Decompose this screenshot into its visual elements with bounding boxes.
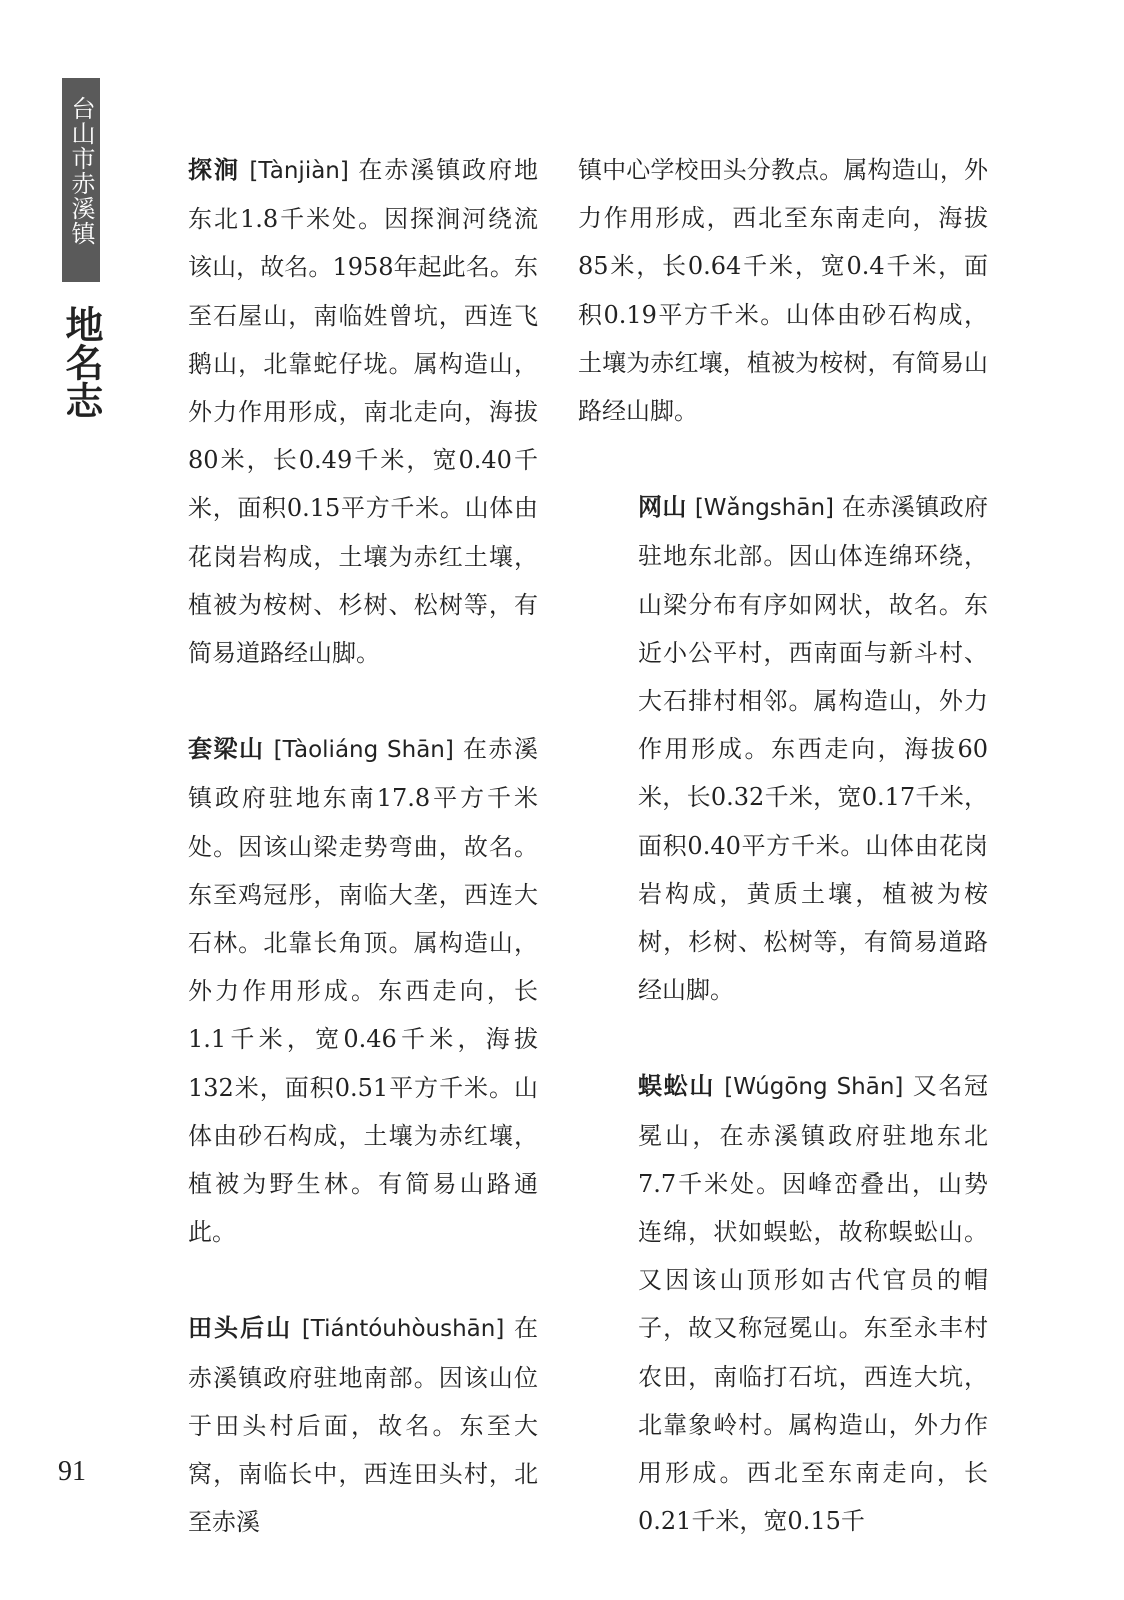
entry-name: 蜈蚣山 bbox=[638, 1071, 715, 1101]
entry-name: 田头后山 bbox=[188, 1313, 293, 1343]
entry-text: 又名冠冕山，在赤溪镇政府驻地东北7.7千米处。因峰峦叠出，山势连绵，状如蜈蚣，故称蜈蚣山。又因该山顶形如古代官员的帽子，故又称冠冕山。东至永丰村农田，南临打石坑，西连大坑，北靠象岭村。属构造山，外力作用形成。西北至东南走向，长0.21千米，宽0.15千 bbox=[638, 1072, 989, 1536]
entry-pinyin: [Wǎngshān] bbox=[694, 495, 835, 522]
entry-pinyin: [Tiántóuhòushān] bbox=[301, 1316, 505, 1343]
page-number: 91 bbox=[58, 1456, 86, 1487]
entry-text: 镇中心学校田头分教点。属构造山，外力作用形成，西北至东南走向，海拔85米，长0.64千米，宽0.4千米，面积0.19平方千米。山体由砂石构成，土壤为赤红壤，植被为桉树，有简易山路经山脚。 bbox=[578, 156, 988, 426]
entry-name: 网山 bbox=[638, 492, 687, 522]
entry-name: 探涧 bbox=[188, 155, 240, 184]
entry-pinyin: [Tàoliáng Shān] bbox=[273, 737, 454, 764]
entry bbox=[128, 725, 538, 1256]
entry-name: 套梁山 bbox=[188, 734, 265, 764]
entry-pinyin: [Tànjiàn] bbox=[249, 158, 349, 184]
entry bbox=[128, 1304, 538, 1546]
entry-text: 在赤溪镇政府驻地南部。因该山位于田头村后面，故名。东至大窝，南临长中，西连田头村，北至赤溪 bbox=[188, 1314, 538, 1537]
entry bbox=[128, 146, 538, 677]
side-band bbox=[62, 78, 100, 282]
entry-text: 在赤溪镇政府驻地东南17.8平方千米处。因该山梁走势弯曲，故名。东至鸡冠彤，南临大垄，西连大石林。北靠长角顶。属构造山，外力作用形成。东西走向，长1.1千米，宽0.46千米，海拔132米，面积0.51平方千米。山体由砂石构成，土壤为赤红壤，植被为野生林。有简易山路通此。 bbox=[188, 735, 539, 1247]
entry-pinyin: [Wúgōng Shān] bbox=[724, 1074, 904, 1101]
entry-text: 在赤溪镇政府驻地东北部。因山体连绵环绕，山梁分布有序如网状，故名。东近小公平村，西南面与新斗村、大石排村相邻。属构造山，外力作用形成。东西走向，海拔60米，长0.32千米，宽0.17千米，面积0.40平方千米。山体由花岗岩构成，黄质土壤，植被为桉树，杉树、松树等，有简易道路经山脚。 bbox=[638, 493, 988, 1005]
entry bbox=[578, 483, 988, 1014]
side-band-text: 台山市赤溪镇 bbox=[67, 96, 95, 246]
left-column bbox=[128, 146, 538, 1546]
entry-text: 在赤溪镇政府地东北1.8千米处。因探涧河绕流该山，故名。1958年起此名。东至石屋山，南临姓曾坑，西连飞鹅山，北靠蛇仔垅。属构造山，外力作用形成，南北走向，海拔80米，长0.49千米，宽0.40千米，面积0.15平方千米。山体由花岗岩构成，土壤为赤红土壤，植被为桉树、杉树、松树等，有简易道路经山脚。 bbox=[188, 156, 538, 668]
entry bbox=[578, 1062, 988, 1545]
right-column bbox=[578, 146, 988, 1545]
entry-continuation bbox=[578, 146, 988, 435]
side-title: 地名志 bbox=[59, 305, 103, 419]
